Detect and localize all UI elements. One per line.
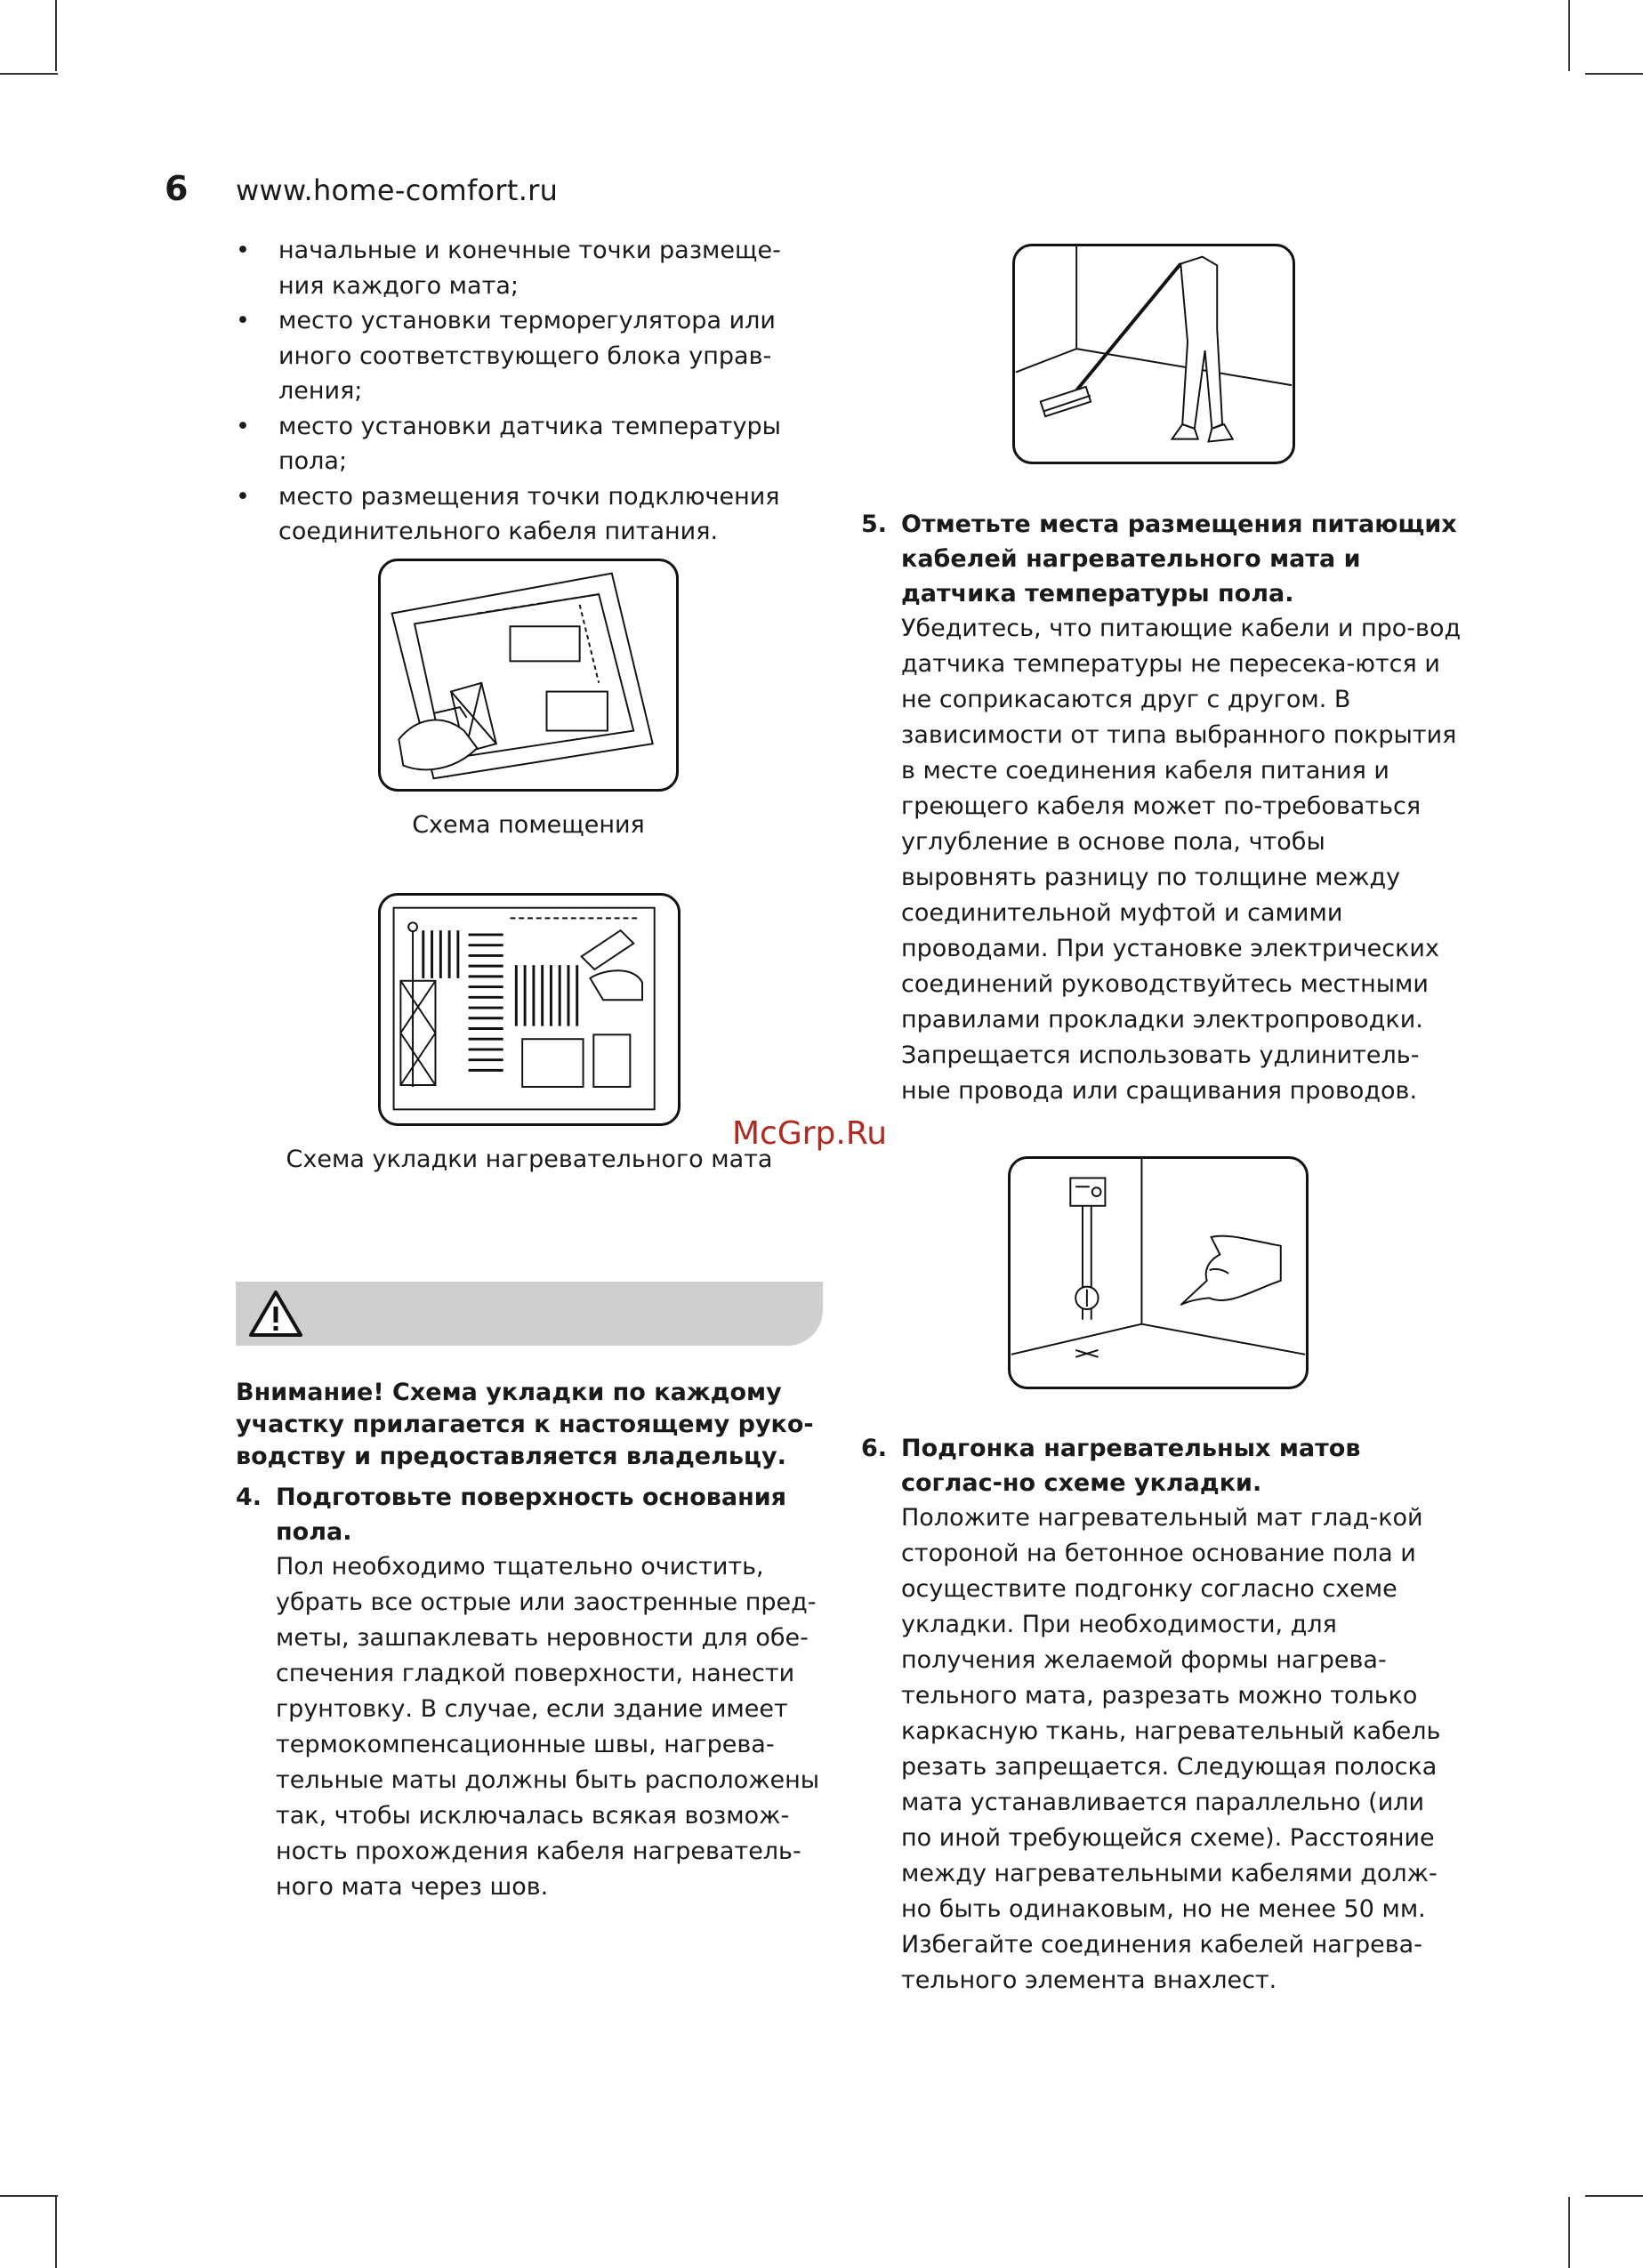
mat-layout-illustration [378, 893, 681, 1126]
crop-mark [1585, 73, 1643, 75]
website-link[interactable]: www.home-comfort.ru [236, 173, 559, 207]
watermark: McGrp.Ru [732, 1115, 888, 1152]
step-title: Подгонка нагревательных матов соглас-но схеме укладки. [901, 1435, 1361, 1497]
step-body: Убедитесь, что питающие кабели и про-вод датчика температуры не пересека-ются и не соприкасаются друг с другом. В зависимости от типа выбранного покрытия в месте соединения кабеля питания и греющего кабеля может по-требоваться углубление в основе пола, чтобы выровнять разницу по толщине между соединительной муфтой и самими проводами. При установке электрических соединений руководствуйтесь местными правилами прокладки электропроводки. Запрещается использовать удлинитель-ные провода или сращивания проводов. [901, 615, 1462, 1105]
warning-banner [236, 1282, 823, 1346]
step-body: Положите нагревательный мат глад-кой стороной на бетонное основание пола и осуществите подгонку согласно схеме укладки. При необходимости, для получения желаемой формы нагрева-тельного мата, разрезать можно только каркасную ткань, нагревательный кабель резать запрещается. Следующая полоска мата устанавливается параллельно (или по иной требующейся схеме). Расстояние между нагревательными кабелями долж-но быть одинаковым, но не менее 50 мм. Избегайте соединения кабелей нагрева-тельного элемента внахлест. [901, 1504, 1441, 1994]
list-item: • место установки терморегулятора или иного соответствующего блока управ-ления; [236, 303, 823, 409]
step-number: 6. [861, 1435, 888, 1462]
step-number: 5. [861, 511, 888, 538]
warning-text: Внимание! Схема укладки по каждому участку прилагается к настоящему руко-водству и предоставляется владельцу. [236, 1379, 814, 1470]
thermostat-wall-illustration [1008, 1156, 1309, 1389]
floor-cleaning-illustration [1012, 244, 1295, 464]
step-heading [236, 1480, 823, 1549]
page-number: 6 [165, 169, 189, 208]
intro-bullet-list [236, 233, 823, 550]
step-6 [861, 1431, 1462, 1999]
list-item: • место установки датчика температуры пола; [236, 409, 823, 479]
warning-triangle-icon [248, 1289, 303, 1339]
crop-mark [1585, 2195, 1643, 2197]
step-body: Пол необходимо тщательно очистить, убрать все острые или заостренные пред-меты, зашпаклевать неровности для обе-спечения гладкой поверхности, нанести грунтовку. В случае, если здание имеет термокомпенсационные швы, нагрева-тельные маты должны быть расположены так, чтобы исключалась всякая возмож-ность прохождения кабеля нагреватель-ного мата через шов. [276, 1553, 820, 1901]
step-4 [236, 1480, 823, 1905]
step-title: Отметьте места размещения питающих кабелей нагревательного мата и датчика температуры пола. [901, 511, 1457, 607]
crop-mark [55, 2197, 57, 2268]
list-item: • начальные и конечные точки размеще-ния каждого мата; [236, 233, 823, 303]
step-heading [861, 1431, 1462, 1500]
mat-layout-caption: Схема укладки нагревательного мата [286, 1146, 773, 1173]
step-number: 4. [236, 1484, 262, 1511]
crop-mark [1568, 0, 1570, 71]
page-header [165, 169, 558, 208]
crop-mark [0, 73, 58, 75]
step-5 [861, 507, 1462, 1109]
crop-mark [55, 0, 57, 71]
step-title: Подготовьте поверхность основания пола. [276, 1484, 786, 1546]
list-item: • место размещения точки подключения соединительного кабеля питания. [236, 479, 823, 550]
crop-mark [1568, 2197, 1570, 2268]
step-heading [861, 507, 1462, 611]
room-plan-illustration [378, 559, 679, 792]
crop-mark [0, 2195, 58, 2197]
room-plan-caption: Схема помещения [412, 811, 645, 839]
